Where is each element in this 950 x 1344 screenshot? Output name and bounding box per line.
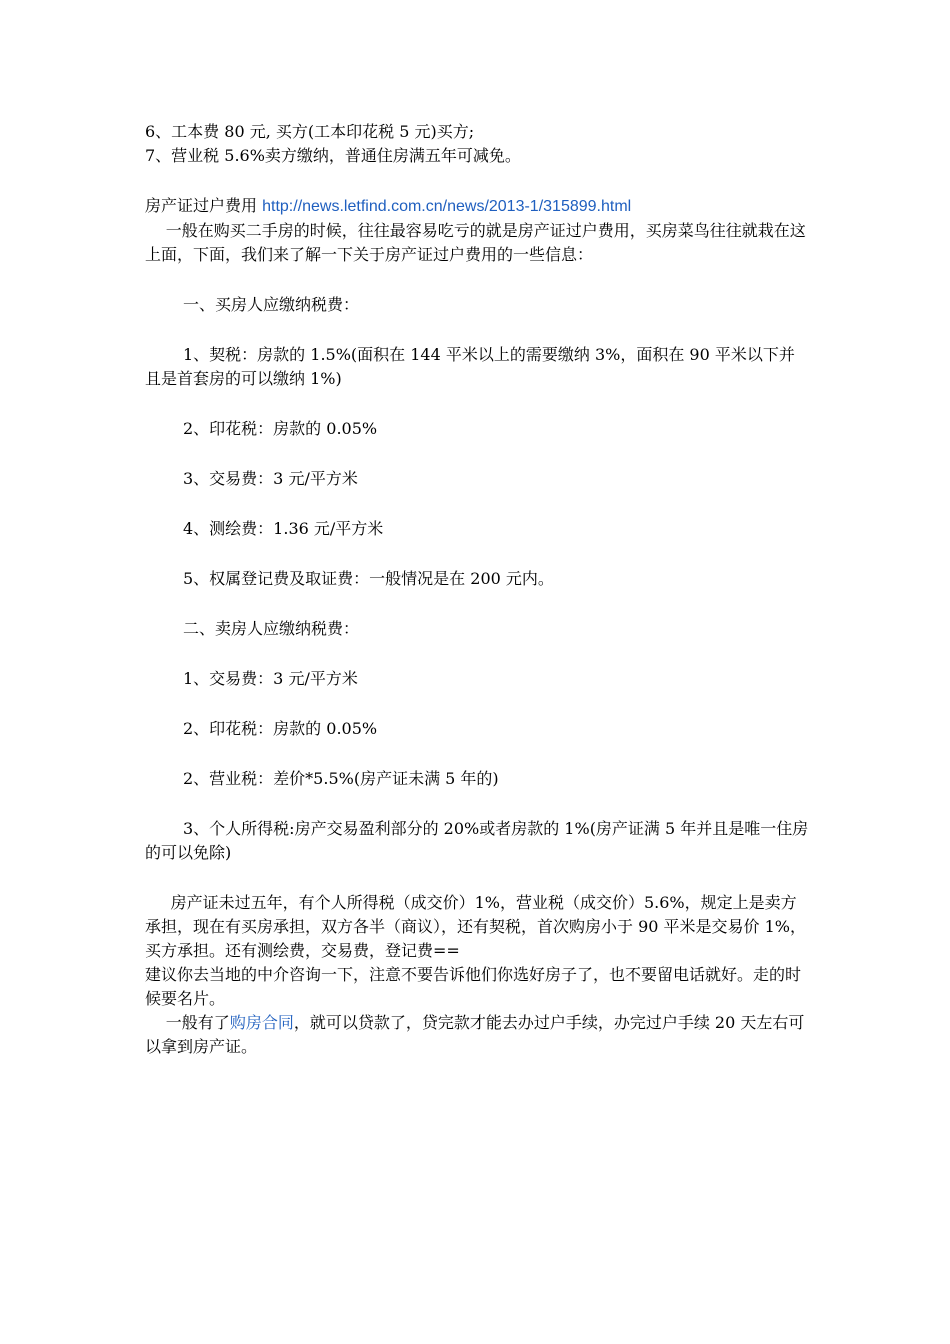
closing-text-before: 一般有了	[165, 1013, 230, 1032]
buyer-heading: 一、买房人应缴纳税费：	[183, 295, 360, 314]
source-link[interactable]: http://news.letfind.com.cn/news/2013-1/315899.html	[262, 198, 632, 215]
fee-line-6: 6、工本费 80 元, 买方(工本印花税 5 元)买方;	[145, 122, 475, 141]
intro-paragraph: 一般在购买二手房的时候，往往最容易吃亏的就是房产证过户费用，买房菜鸟往往就栽在这上面，下面，我们来了解一下关于房产证过户费用的一些信息：	[145, 221, 806, 264]
source-line	[145, 194, 810, 219]
closing-paragraph	[145, 1011, 810, 1059]
buyer-item-5: 5、权属登记费及取证费：一般情况是在 200 元内。	[183, 569, 554, 588]
source-label: 房产证过户费用	[145, 196, 258, 215]
seller-item-4: 3、个人所得税:房产交易盈利部分的 20%或者房款的 1%(房产证满 5 年并且是唯一住房的可以免除)	[145, 819, 809, 862]
document-page	[145, 120, 810, 1059]
buyer-item-1: 1、契税：房款的 1.5%(面积在 144 平米以上的需要缴纳 3%，面积在 90 平米以下并且是首套房的可以缴纳 1%)	[145, 345, 795, 388]
seller-item-2: 2、印花税：房款的 0.05%	[183, 719, 378, 738]
buyer-item-3: 3、交易费：3 元/平方米	[183, 469, 358, 488]
seller-heading: 二、卖房人应缴纳税费：	[183, 619, 360, 638]
seller-item-3: 2、营业税：差价*5.5%(房产证未满 5 年的)	[183, 769, 499, 788]
purchase-contract-link[interactable]: 购房合同	[229, 1013, 294, 1032]
buyer-item-4: 4、测绘费：1.36 元/平方米	[183, 519, 384, 538]
summary-paragraph: 房产证未过五年，有个人所得税（成交价）1%，营业税（成交价）5.6%，规定上是卖方承担，现在有买房承担，双方各半（商议），还有契税，首次购房小于 90 平米是交易价 1%，买方承担。还有测绘费，交易费，登记费==	[145, 893, 807, 960]
buyer-item-2: 2、印花税：房款的 0.05%	[183, 419, 378, 438]
seller-item-1: 1、交易费：3 元/平方米	[183, 669, 358, 688]
closing-text-after: ，就可以贷款了，贷完款才能去办过户手续，办完过户手续 20 天左右可以拿到房产证。	[145, 1013, 805, 1056]
fee-line-7: 7、营业税 5.6%卖方缴纳，普通住房满五年可减免。	[145, 146, 521, 165]
advice-paragraph: 建议你去当地的中介咨询一下，注意不要告诉他们你选好房子了，也不要留电话就好。走的时候要名片。	[145, 965, 802, 1008]
